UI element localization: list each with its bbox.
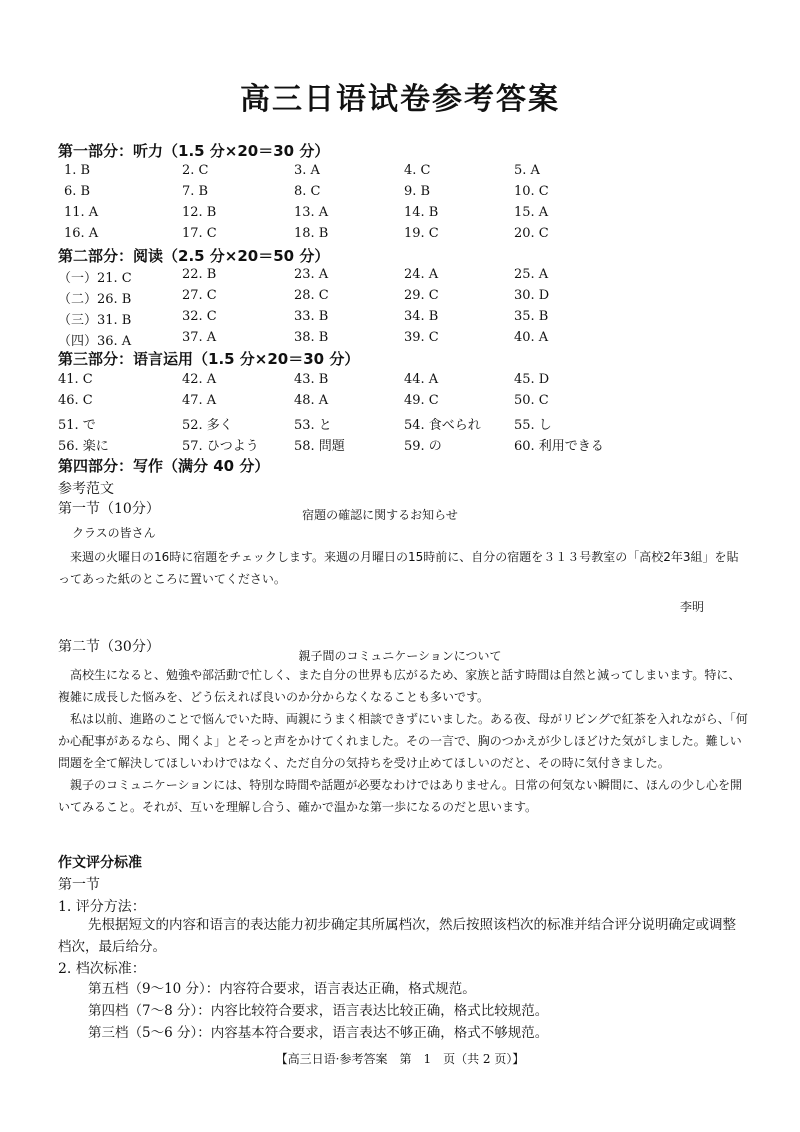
answer-row: [0, 372, 800, 392]
sample-essay-label: 参考范文: [58, 481, 114, 497]
criteria-section-label: 第一节: [58, 877, 100, 893]
criteria-level-3: 第三档（5～6 分）：内容基本符合要求，语言表达不够正确，格式不够规范。: [88, 1025, 549, 1041]
section2-paragraph-3: 親子のコミュニケーションには、特別な時間や話題が必要なわけではありません。日常の何気ない瞬間に、ほんの少し心を開いてみること。それが、互いを理解し合う、確かで温かな第一歩になるのだと思います。: [58, 778, 743, 814]
answer-cell: 37. A: [182, 330, 217, 345]
answer-cell: 57. ひつよう: [182, 439, 259, 454]
answer-row: [0, 288, 800, 308]
criteria-level-5: 第五档（9～10 分）：内容符合要求，语言表达正确，格式规范。: [88, 981, 476, 997]
answer-cell: 17. C: [182, 226, 217, 241]
answer-cell: 7. B: [182, 184, 209, 199]
section2-label: 第二节（30分）: [58, 639, 160, 655]
answer-cell: 28. C: [294, 288, 329, 303]
section1-signature: 李明: [680, 600, 705, 614]
answer-cell: 41. C: [58, 372, 93, 387]
answer-cell: 6. B: [64, 184, 91, 199]
answer-cell: 43. B: [294, 372, 329, 387]
section1-label: 第一节（10分）: [58, 501, 160, 517]
section2-essay-title: 親子間のコミュニケーションについて: [298, 649, 502, 663]
section2-paragraph-2: 私は以前、進路のことで悩んでいた時、両親にうまく相談できずにいました。ある夜、母がリビングで紅茶を入れながら、「何か心配事があるなら、聞くよ」とそっと声をかけてくれました。その一言で、胸のつかえが少しほどけた気がしました。難しい問題を全て解決してほしいわけではなく、ただ自分の気持ちを受け止めてほしいのだと、その時に気付きました。: [58, 712, 748, 770]
answer-cell: （四）36. A: [58, 334, 132, 349]
answer-cell: 56. 楽に: [58, 439, 109, 454]
answer-cell: 23. A: [294, 267, 329, 282]
answer-cell: 46. C: [58, 393, 93, 408]
answer-cell: 4. C: [404, 163, 431, 178]
answer-row: [0, 330, 800, 350]
answer-cell: 8. C: [294, 184, 321, 199]
answer-cell: 9. B: [404, 184, 431, 199]
answer-cell: 10. C: [514, 184, 549, 199]
section2-essay-body: [58, 664, 748, 818]
answer-cell: 14. B: [404, 205, 439, 220]
answer-cell: 30. D: [514, 288, 550, 303]
answer-cell: 34. B: [404, 309, 439, 324]
answer-cell: 42. A: [182, 372, 217, 387]
answer-cell: 16. A: [64, 226, 99, 241]
answer-row: [0, 309, 800, 329]
answer-cell: 49. C: [404, 393, 439, 408]
criteria-method-text: 先根据短文的内容和语言的表达能力初步确定其所属档次，然后按照该档次的标准并结合评分说明确定或调整档次，最后给分。: [58, 917, 736, 955]
answer-cell: 29. C: [404, 288, 439, 303]
answer-cell: 25. A: [514, 267, 549, 282]
answer-cell: 5. A: [514, 163, 540, 178]
answer-cell: 55. し: [514, 418, 552, 433]
answer-cell: 39. C: [404, 330, 439, 345]
answer-cell: 58. 問題: [294, 439, 345, 454]
answer-cell: 15. A: [514, 205, 549, 220]
answer-cell: 59. の: [404, 439, 442, 454]
answer-cell: （三）31. B: [58, 313, 132, 328]
answer-cell: 52. 多く: [182, 418, 233, 433]
answer-row: [0, 205, 800, 225]
part2-heading: 第二部分：阅读（2.5 分×20＝50 分）: [58, 247, 330, 265]
criteria-method-label: 1. 评分方法：: [58, 899, 146, 915]
part3-heading: 第三部分：语言运用（1.5 分×20＝30 分）: [58, 350, 360, 368]
answer-cell: 3. A: [294, 163, 320, 178]
answer-cell: 38. B: [294, 330, 329, 345]
answer-cell: 18. B: [294, 226, 329, 241]
answer-cell: 50. C: [514, 393, 549, 408]
answer-row: [0, 267, 800, 287]
part4-heading: 第四部分：写作（满分 40 分）: [58, 457, 270, 475]
answer-cell: 27. C: [182, 288, 217, 303]
page-footer: 【高三日语·参考答案 第 1 页（共 2 页）】: [275, 1052, 525, 1066]
answer-cell: 32. C: [182, 309, 217, 324]
criteria-heading: 作文评分标准: [58, 855, 142, 871]
section1-greeting: クラスの皆さん: [72, 526, 156, 540]
answer-cell: 13. A: [294, 205, 329, 220]
section1-body-paragraph: 来週の火曜日の16時に宿題をチェックします。来週の月曜日の15時前に、自分の宿題を３１３号教室の「高校2年3組」を貼ってあった紙のところに置いてください。: [58, 550, 739, 586]
answer-row: [0, 226, 800, 246]
answer-row: [0, 163, 800, 183]
answer-cell: 60. 利用できる: [514, 439, 604, 454]
answer-cell: 33. B: [294, 309, 329, 324]
answer-cell: 54. 食べられ: [404, 418, 481, 433]
answer-cell: 44. A: [404, 372, 439, 387]
answer-row: [0, 393, 800, 413]
answer-cell: 20. C: [514, 226, 549, 241]
answer-cell: 53. と: [294, 418, 332, 433]
section1-essay-body: [58, 546, 748, 590]
answer-cell: 2. C: [182, 163, 209, 178]
answer-cell: 12. B: [182, 205, 217, 220]
answer-cell: 45. D: [514, 372, 550, 387]
section2-paragraph-1: 高校生になると、勉強や部活動で忙しく、また自分の世界も広がるため、家族と話す時間は自然と減ってしまいます。特に、複雑に成長した悩みを、どう伝えれば良いのか分からなくなることも多いです。: [58, 668, 741, 704]
criteria-levels-label: 2. 档次标准：: [58, 961, 146, 977]
answer-cell: 1. B: [64, 163, 91, 178]
page-title: 高三日语试卷参考答案: [240, 82, 560, 117]
answer-cell: 40. A: [514, 330, 549, 345]
answer-cell: 22. B: [182, 267, 217, 282]
part1-heading: 第一部分：听力（1.5 分×20＝30 分）: [58, 142, 330, 160]
answer-cell: 35. B: [514, 309, 549, 324]
section1-essay-title: 宿題の確認に関するお知らせ: [302, 508, 458, 522]
answer-cell: 51. で: [58, 418, 96, 433]
answer-row: [0, 414, 800, 434]
criteria-levels: [88, 978, 748, 1044]
answer-cell: 48. A: [294, 393, 329, 408]
answer-cell: 47. A: [182, 393, 217, 408]
criteria-level-4: 第四档（7～8 分）：内容比较符合要求，语言表达比较正确，格式比较规范。: [88, 1003, 549, 1019]
answer-cell: 11. A: [64, 205, 99, 220]
answer-cell: 19. C: [404, 226, 439, 241]
answer-row: [0, 184, 800, 204]
answer-cell: 24. A: [404, 267, 439, 282]
answer-row: [0, 435, 800, 455]
answer-cell: （一）21. C: [58, 271, 132, 286]
answer-cell: （二）26. B: [58, 292, 132, 307]
